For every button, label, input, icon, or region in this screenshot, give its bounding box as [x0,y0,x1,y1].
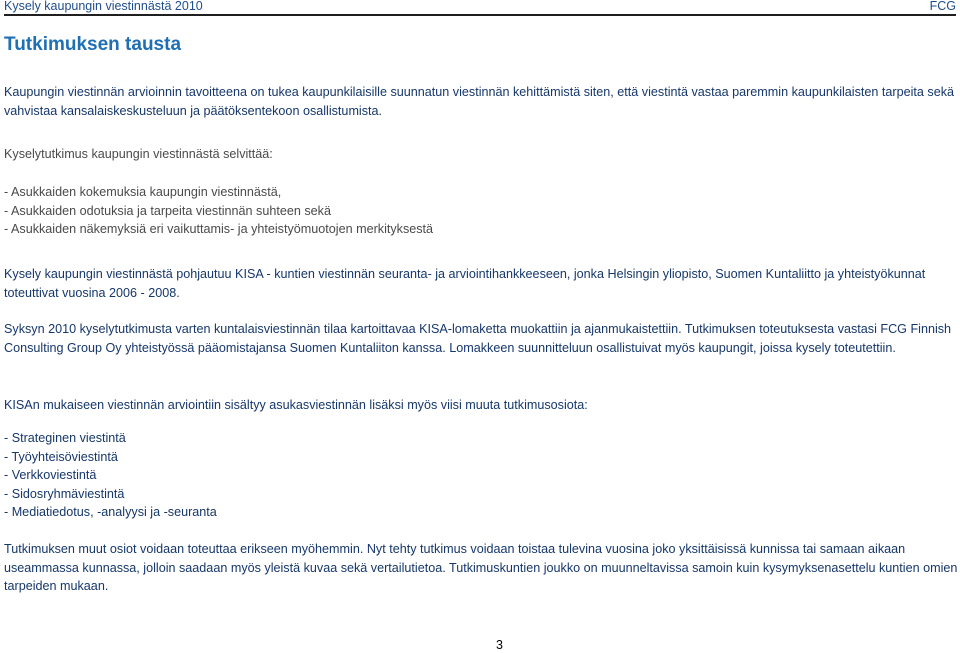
header-divider [4,14,956,16]
list-item: - Asukkaiden odotuksia ja tarpeita viestinnän suhteen sekä [4,203,331,218]
survey-list [4,183,958,239]
page-header [4,0,956,15]
list-item: - Mediatiedotus, -analyysi ja -seuranta [4,505,217,519]
list-item: - Asukkaiden näkemyksiä eri vaikuttamis- ja yhteistyömuotojen merkityksestä [4,222,434,236]
section-title: Tutkimuksen tausta [4,34,182,55]
page-number: 3 [496,638,503,652]
header-document-title: Kysely kaupungin viestinnästä 2010 [4,0,203,13]
areas-lead: KISAn mukaiseen viestinnän arviointiin sisältyy asukasviestinnän lisäksi myös viisi muuta tutkimusosiota: [4,398,588,412]
header-company-name: FCG [929,0,956,13]
closing-paragraph: Tutkimuksen muut osiot voidaan toteuttaa erikseen myöhemmin. Nyt tehty tutkimus voidaan toistaa tulevina vuosina joko yksittäisissä kunnissa tai samaan aikaan useammassa kunnassa, jolloin saadaan myös yleistä kuvaa sekä vertailutietoa. Tutkimuskuntien joukko on muunneltavissa samoin kuin kysymyksenasettelu kuntien omien tarpeiden mukaan. [4,542,958,593]
list-item: - Asukkaiden kokemuksia kaupungin viestinnästä, [4,185,282,199]
survey-lead: Kyselytutkimus kaupungin viestinnästä selvittää: [4,147,273,161]
list-item: - Työyhteisöviestintä [4,449,118,464]
autumn-paragraph: Syksyn 2010 kyselytutkimusta varten kuntalaisviestinnän tilaa kartoittavaa KISA-lomaketta muokattiin ja ajanmukaistettiin. Tutkimuksen toteutuksesta vastasi FCG Finnish Consulting Group Oy yhteistyössä pääomistajansa Suomen Kuntaliiton kanssa. Lomakkeen suunnitteluun osallistuivat myös kaupungit, joissa kysely toteutettiin. [4,322,952,355]
areas-list [4,429,958,522]
list-item: - Sidosryhmäviestintä [4,486,125,501]
list-item: - Strateginen viestintä [4,431,126,445]
kisa-paragraph: Kysely kaupungin viestinnästä pohjautuu KISA - kuntien viestinnän seuranta- ja arviointihankkeeseen, jonka Helsingin yliopisto, Suomen Kuntaliitto ja yhteistyökunnat toteuttivat vuosina 2006 - 2008. [4,267,926,300]
intro-paragraph: Kaupungin viestinnän arvioinnin tavoitteena on tukea kaupunkilaisille suunnatun viestinnän kehittämistä siten, että viestintä vastaa paremmin kaupunkilaisten tarpeita sekä vahvistaa kansalaiskeskusteluun ja päätöksentekoon osallistumista. [4,85,955,118]
list-item: - Verkkoviestintä [4,468,97,482]
